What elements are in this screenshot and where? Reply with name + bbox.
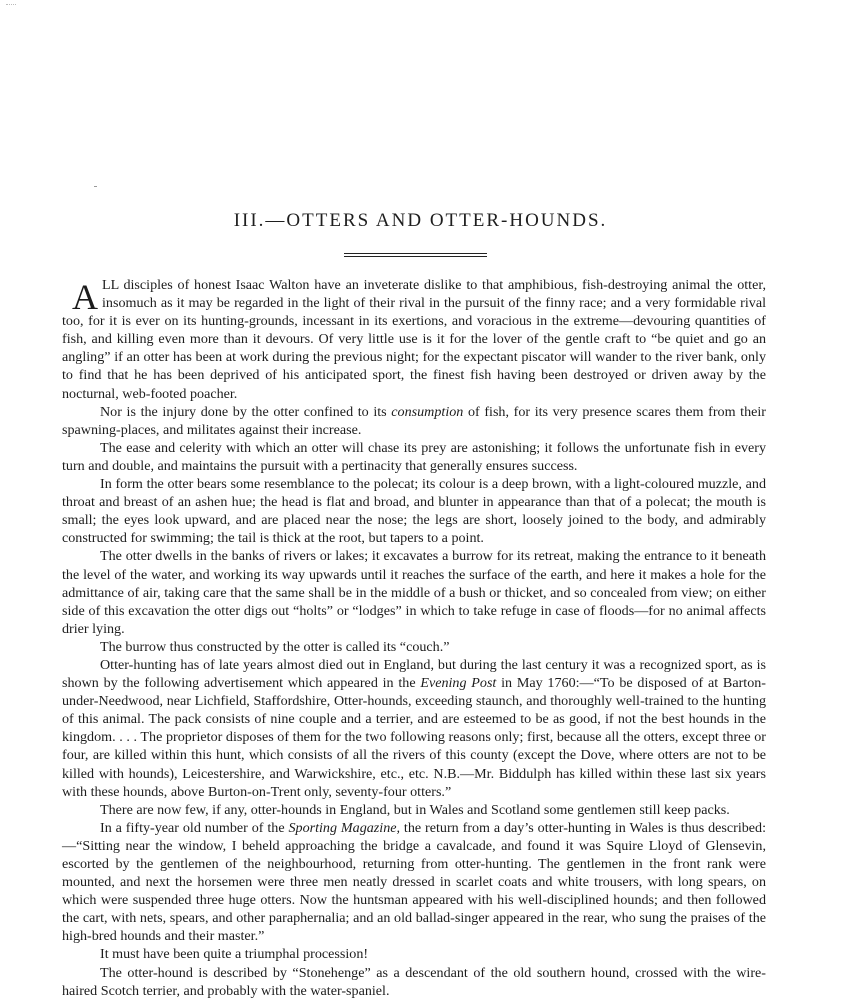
page-speck [94, 186, 97, 187]
paragraph-text: Otter-hunting has of late years almost died out in England, but during the last century it was a recognized sport, as is shown by the following advertisement which appeared in the [62, 656, 766, 692]
paragraph-1 [62, 276, 766, 403]
paragraph-emphasis: Evening Post [420, 675, 497, 692]
drop-cap: A [72, 277, 98, 317]
paragraph-text: of fish, for its very presence scares them from their spawning-places, and militates against their increase. [62, 403, 766, 438]
paragraph-11: The otter-hound is described by “Stonehenge” as a descendant of the old southern hound, crossed with the wire-haired Scotch terrier, and probably with the water-spaniel. [62, 964, 766, 999]
paragraph-7 [62, 656, 766, 801]
paragraph-3: The ease and celerity with which an otter will chase its prey are astonishing; it follows the unfortunate fish in every turn and double, and maintains the pursuit with a pertinacity that generally ensures success. [62, 439, 766, 474]
paragraph-10: It must have been quite a triumphal procession! [100, 946, 369, 963]
paragraph-6: The burrow thus constructed by the otter is called its “couch.” [100, 638, 450, 655]
paragraph-emphasis: Sporting Magazine, [288, 819, 401, 836]
paragraph-5: The otter dwells in the banks of rivers or lakes; it excavates a burrow for its retreat, making the entrance to it beneath the level of the water, and working its way upwards until it reaches the surface of the earth, and here it makes a hole for the admittance of air, taking care that the same shall be in the middle of a bush or thicket, and so concealed from view; on either side of this excavation the otter digs out “holts” or “lodges” in which to take refuge in case of floods—for no animal affects drier lying. [62, 548, 766, 637]
paragraph-text: LL disciples of honest Isaac Walton have an inveterate dislike to that amphibious, fish-destroying animal the otter, insomuch as it may be regarded in the light of their rival in the pursuit of the finny race; and a very formidable rival too, for it is ever on its hunting-grounds, incessant in its exertions, and voracious in the extreme—devouring quantities of fish, and killing even more than it devours. Of very little use is it for the lover of the gentle craft to “be quiet and go an angling” if an otter has been at work during the previous night; for the expectant piscator will wander to the river bank, only to find that he has been deprived of his anticipated sport, the finest fish having been destroyed or driven away by the nocturnal, web-footed poacher. [62, 277, 766, 402]
paragraph-9 [62, 819, 766, 946]
title-rule-bottom [344, 256, 487, 257]
paragraph-8: There are now few, if any, otter-hounds in England, but in Wales and Scotland some gentlemen still keep packs. [100, 801, 730, 818]
paragraph-2 [62, 403, 766, 439]
paragraph-4: In form the otter bears some resemblance to the polecat; its colour is a deep brown, with a light-coloured muzzle, and throat and breast of an ashen hue; the head is flat and broad, and blunter in appearance than that of a polecat; the mouth is small; the eyes look upward, and are placed near the nose; the legs are short, loosely joined to the body, and admirably constructed for swimming; the tail is thick at the root, but tapers to a point. [62, 476, 766, 547]
chapter-title: III.—OTTERS AND OTTER-HOUNDS. [233, 210, 608, 231]
paragraph-text: In a fifty-year old number of the [100, 819, 289, 836]
paragraph-text: Nor is the injury done by the otter confined to its [100, 403, 392, 420]
title-rule-top [344, 253, 487, 254]
article-body [62, 276, 766, 1000]
paragraph-text: the return from a day’s otter-hunting in Wales is thus described:—“Sitting near the window, I beheld approaching the bridge a cavalcade, and found it was Squire Lloyd of Glensevin, escorted by the gentlemen of the neighbourhood, returning from otter-hunting. The gentlemen in the front rank were mounted, and next the horsemen were three men neatly dressed in scarlet coats and white trousers, with long spears, on which were suspended three huge otters. Now the huntsman appeared with his well-disciplined hounds; and then followed the cart, with nets, spears, and other paraphernalia; and an old ballad-singer appeared in the rear, who sung the praises of the high-bred hounds and their master.” [62, 819, 767, 945]
page-corner-mark [6, 4, 16, 8]
paragraph-emphasis: consumption [391, 403, 464, 420]
paragraph-text: in May 1760:—“To be disposed of at Barton-under-Needwood, near Lichfield, Staffordshire, Otter-hounds, exceeding staunch, and thoroughly well-trained to the hunting of this animal. The pack consists of nine couple and a terrier, and are esteemed to be as good, if not the best hounds in the kingdom. . . . The proprietor disposes of them for the two following reasons only; first, because all the otters, except three or four, are killed within this hunt, which consists of all the rivers of this county (except the Dove, where otters are not to be killed with hounds), Leicestershire, and Warwickshire, etc., etc. N.B.—Mr. Biddulph has killed within these last six years with these hounds, above Burton-on-Trent only, seventy-four otters.” [62, 675, 766, 800]
